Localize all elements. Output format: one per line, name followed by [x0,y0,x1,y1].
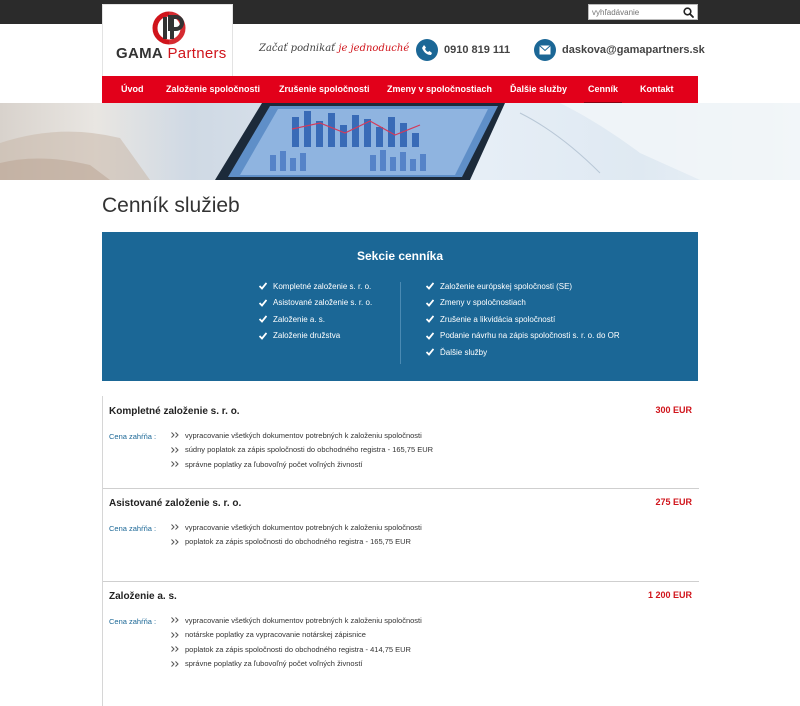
service-includes-list [171,520,422,549]
list-item-text: poplatok za zápis spoločnosti do obchodného registra - 165,75 EUR [185,537,411,547]
search-box[interactable] [588,4,698,20]
list-item [171,535,422,550]
list-item-text: súdny poplatok za zápis spoločnosti do obchodného registra - 165,75 EUR [185,445,434,455]
list-item [171,657,422,672]
check-icon [426,282,434,290]
price-sections-panel [102,232,698,381]
check-icon [259,315,267,323]
section-link[interactable] [426,295,620,312]
list-item-text: vypracovanie všetkých dokumentov potrebných k založeniu spoločnosti [185,615,422,625]
email-address[interactable]: daskova@gamapartners.sk [562,44,705,56]
list-item-text: vypracovanie všetkých dokumentov potrebných k založeniu spoločnosti [185,430,422,440]
logo-text-gama: GAMA [116,45,164,62]
banner-illustration [0,103,800,180]
list-item-text: správne poplatky za ľubovoľný počet voľných živností [185,659,363,669]
section-link-label[interactable]: Kompletné založenie s. r. o. [273,281,372,291]
service-title: Kompletné založenie s. r. o. [109,406,240,417]
list-item [171,642,422,657]
double-chevron-icon [171,539,180,545]
section-link[interactable] [259,311,372,328]
page-title: Cenník služieb [102,194,240,217]
email-icon [534,39,556,61]
nav-item-cennik[interactable]: Cenník [588,84,619,94]
phone-icon [416,39,438,61]
service-title: Asistované založenie s. r. o. [109,498,242,509]
sections-title: Sekcie cenníka [356,249,444,263]
price-includes-label: Cena zahŕňa : [109,617,157,626]
service-zalozenie-as [102,581,698,706]
list-item [171,457,433,472]
section-link-label[interactable]: Podanie návrhu na zápis spoločnosti s. r. o. do OR [440,331,620,341]
section-link[interactable] [426,311,620,328]
nav-item-zalozenie-spolocnosti[interactable]: Založenie spoločnosti [166,84,261,94]
section-link-label[interactable]: Asistované založenie s. r. o. [273,298,373,308]
section-link-label[interactable]: Zmeny v spoločnostiach [440,298,526,308]
service-asistovane-zalozenie [102,488,698,581]
section-link[interactable] [259,328,372,345]
nav-item-zrusenie-spolocnosti[interactable]: Zrušenie spoločnosti [279,84,370,94]
search-input[interactable] [592,6,680,19]
double-chevron-icon [171,632,180,638]
nav-item-kontakt[interactable]: Kontakt [640,84,674,94]
section-link[interactable] [426,344,620,361]
service-includes-list [171,428,433,472]
service-kompletne-zalozenie [102,396,698,488]
price-includes-label: Cena zahŕňa : [109,524,157,533]
tagline [259,43,409,54]
main-navigation [102,76,698,103]
service-includes-list [171,613,422,671]
check-icon [426,332,434,340]
sections-divider [400,282,401,364]
double-chevron-icon [171,524,180,530]
double-chevron-icon [171,646,180,652]
list-item-text: správne poplatky za ľubovoľný počet voľných živností [185,459,363,469]
section-link-label[interactable]: Založenie európskej spoločnosti (SE) [440,281,573,291]
section-link-label[interactable]: Založenie a. s. [273,314,326,324]
list-item [171,443,433,458]
phone-contact[interactable] [416,38,510,62]
list-item [171,428,433,443]
list-item [171,613,422,628]
list-item-text: notárske poplatky za vypracovanie notárskej zápisnice [185,630,366,640]
phone-number[interactable]: 0910 819 111 [444,44,511,56]
divider [103,581,699,582]
sections-list-right [426,278,620,361]
double-chevron-icon [171,661,180,667]
section-link[interactable] [426,278,620,295]
sections-list-left [259,278,372,344]
service-price: 275 EUR [655,497,692,507]
logo-text-partners: Partners [167,45,227,62]
check-icon [426,315,434,323]
service-price: 1 200 EUR [647,590,692,600]
service-title: Založenie a. s. [109,591,177,602]
nav-item-dalsie-sluzby[interactable]: Ďalšie služby [510,84,568,94]
check-icon [426,299,434,307]
check-icon [259,332,267,340]
double-chevron-icon [171,617,180,623]
list-item [171,628,422,643]
section-link[interactable] [259,278,372,295]
site-logo[interactable] [102,4,233,76]
nav-item-uvod[interactable]: Úvod [121,84,144,94]
section-link-label[interactable]: Zrušenie a likvidácia spoločností [440,314,556,324]
check-icon [426,348,434,356]
section-link[interactable] [259,295,372,312]
price-includes-label: Cena zahŕňa : [109,432,157,441]
hero-banner-image [0,103,800,180]
search-icon[interactable] [682,6,695,19]
double-chevron-icon [171,461,180,467]
list-item-text: vypracovanie všetkých dokumentov potrebných k založeniu spoločnosti [185,522,422,532]
check-icon [259,299,267,307]
double-chevron-icon [171,432,180,438]
list-item [171,520,422,535]
email-contact[interactable] [534,38,705,62]
service-price: 300 EUR [655,405,692,415]
section-link[interactable] [426,328,620,345]
nav-item-zmeny-v-spolocnostiach[interactable]: Zmeny v spoločnostiach [387,84,493,94]
gama-partners-logo-icon [139,11,199,45]
divider [103,488,699,489]
section-link-label[interactable]: Ďalšie služby [440,347,488,357]
tagline-emphasis: je jednoduché [338,43,410,54]
list-item-text: poplatok za zápis spoločnosti do obchodného registra - 414,75 EUR [185,644,411,654]
check-icon [259,282,267,290]
logo-wordmark [116,45,227,62]
double-chevron-icon [171,447,180,453]
tagline-lead: Začať podnikať [259,43,336,54]
section-link-label[interactable]: Založenie družstva [273,331,341,341]
